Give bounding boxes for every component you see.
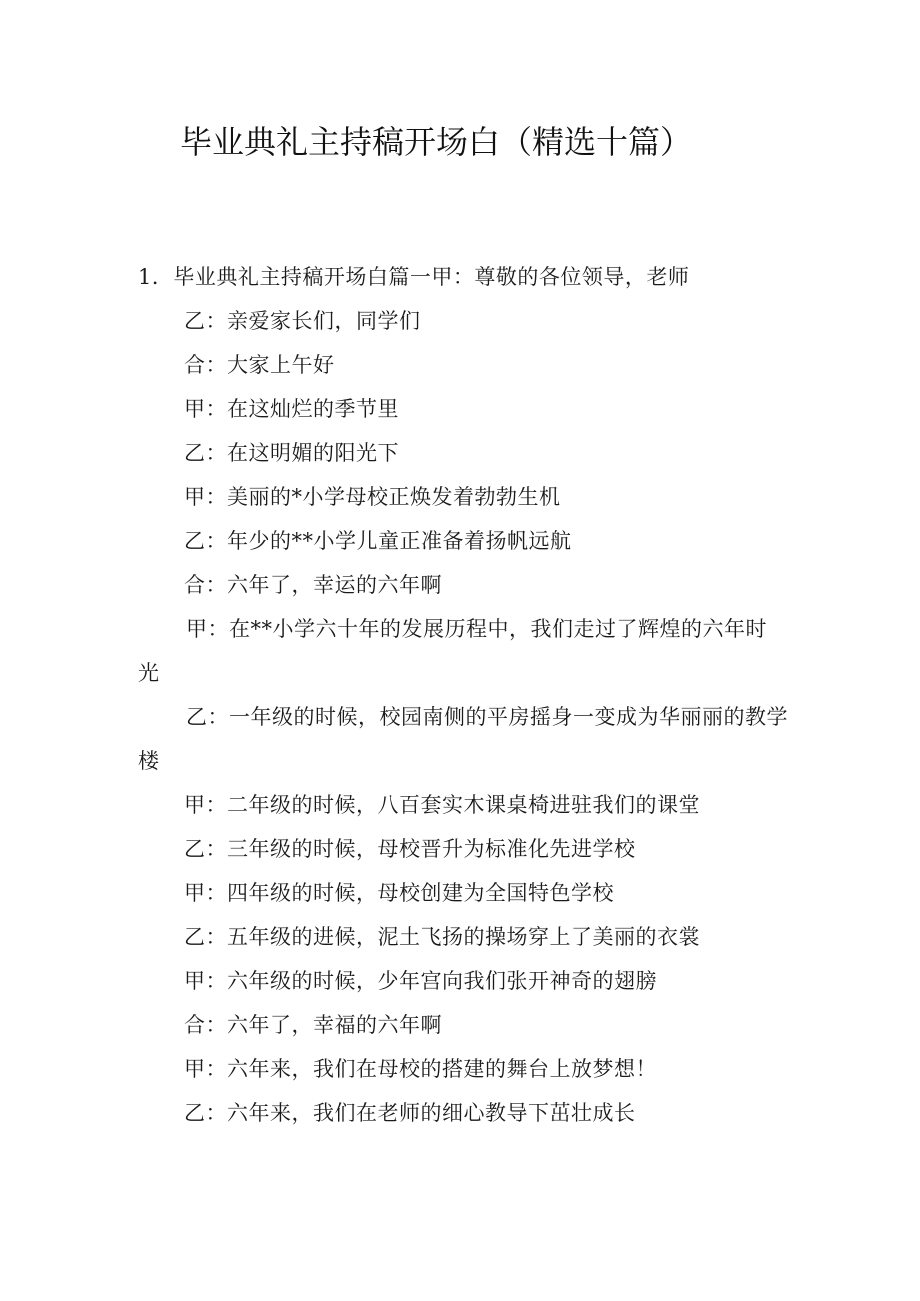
script-line: 乙：在这明媚的阳光下: [184, 441, 399, 465]
script-line: 乙：年少的**小学儿童正准备着扬帆远航: [184, 529, 572, 553]
script-line: 乙：五年级的进候，泥土飞扬的操场穿上了美丽的衣裳: [184, 925, 700, 949]
document-body: [138, 255, 788, 1135]
script-line: 乙：一年级的时候，校园南侧的平房摇身一变成为华丽丽的教学楼: [138, 705, 788, 773]
script-line: 合：大家上午好: [184, 353, 335, 377]
script-line: 甲：六年来，我们在母校的搭建的舞台上放梦想！: [184, 1057, 657, 1081]
script-line: 乙：亲爱家长们，同学们: [184, 309, 421, 333]
script-line: 甲：二年级的时候，八百套实木课桌椅进驻我们的课堂: [184, 793, 700, 817]
script-line: 甲：四年级的时候，母校创建为全国特色学校: [184, 881, 614, 905]
script-line: 甲：在**小学六十年的发展历程中，我们走过了辉煌的六年时光: [138, 617, 767, 685]
script-line: 甲：六年级的时候，少年宫向我们张开神奇的翅膀: [184, 969, 657, 993]
document-title: 毕业典礼主持稿开场白（精选十篇）: [180, 123, 693, 161]
script-line: 合：六年了，幸福的六年啊: [184, 1013, 442, 1037]
script-line: 甲：在这灿烂的季节里: [184, 397, 399, 421]
script-line: 乙：三年级的时候，母校晋升为标准化先进学校: [184, 837, 636, 861]
script-line: 合：六年了，幸运的六年啊: [184, 573, 442, 597]
section-heading: 1．毕业典礼主持稿开场白篇一甲：尊敬的各位领导，老师: [138, 265, 690, 289]
script-line: 甲：美丽的*小学母校正焕发着勃勃生机: [184, 485, 561, 509]
script-line: 乙：六年来，我们在老师的细心教导下茁壮成长: [184, 1101, 636, 1125]
